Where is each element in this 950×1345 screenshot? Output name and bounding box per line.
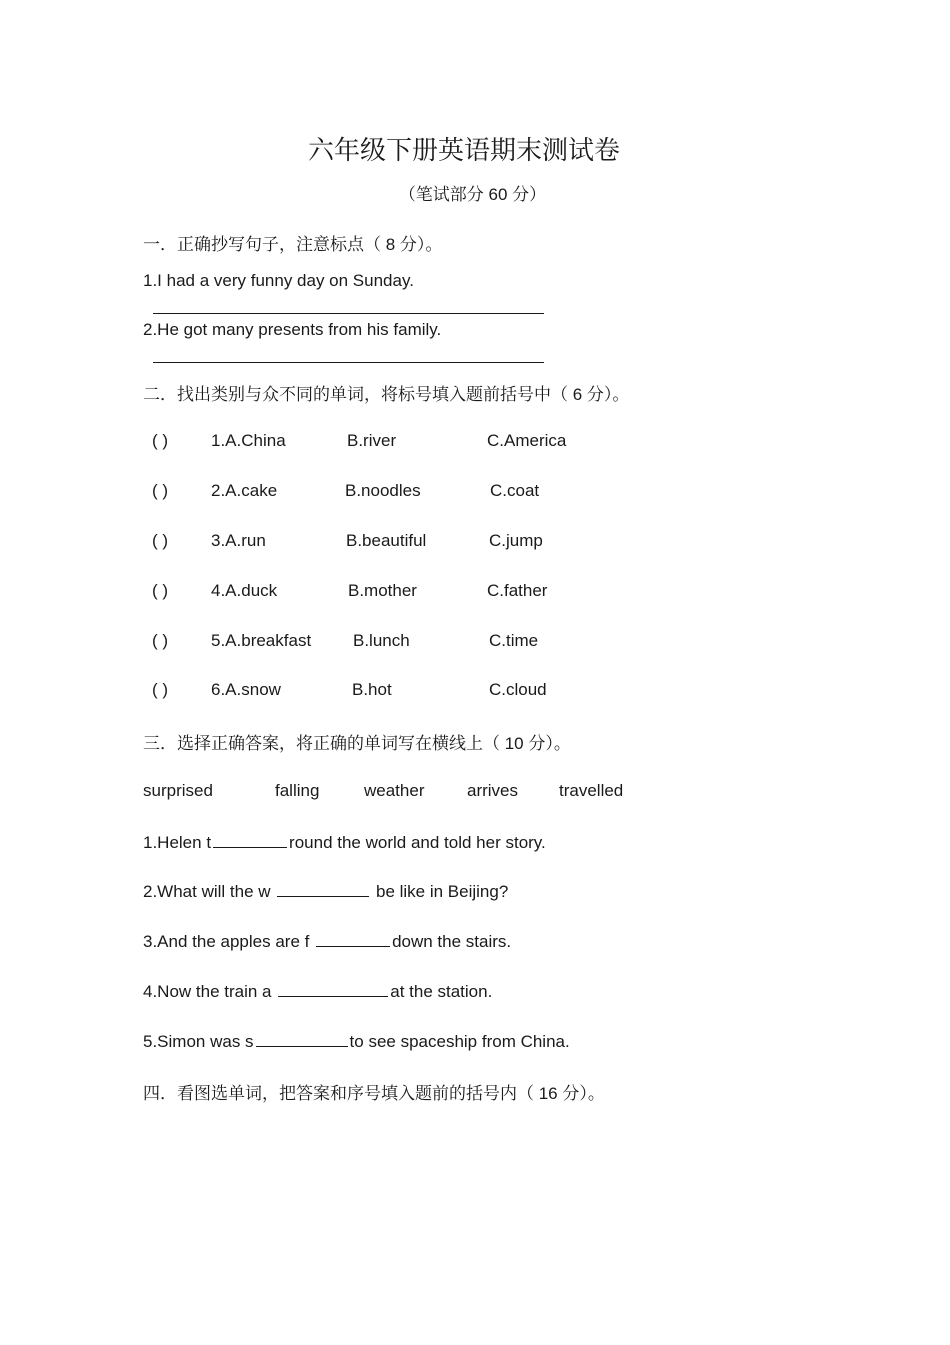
word-bank-item: falling <box>275 781 320 800</box>
page-title: 六年级下册英语期末测试卷 <box>307 136 620 166</box>
answer-line-1[interactable] <box>153 313 544 314</box>
option-b: B.beautiful <box>346 531 427 550</box>
answer-bracket[interactable]: ( ) <box>152 680 169 699</box>
option-a: 5.A.breakfast <box>211 631 312 650</box>
page-subtitle: （笔试部分 60 分） <box>398 185 547 204</box>
fill-in-blank[interactable] <box>277 880 369 897</box>
section-4-heading: 四．看图选单词，把答案和序号填入题前的括号内（ 16 分）。 <box>143 1084 605 1103</box>
fill-in-question <box>143 831 546 853</box>
fill-in-blank[interactable] <box>213 831 287 848</box>
option-c: C.jump <box>489 531 543 550</box>
question-text-end: down the stairs. <box>392 932 512 951</box>
option-b: B.lunch <box>353 631 410 650</box>
option-a: 1.A.China <box>211 431 286 450</box>
fill-in-blank[interactable] <box>316 930 390 947</box>
option-a: 4.A.duck <box>211 581 278 600</box>
question-text-start: 5.Simon was s <box>143 1032 254 1051</box>
option-b: B.mother <box>348 581 417 600</box>
question-text-start: 2.What will the w <box>143 882 276 901</box>
fill-in-question <box>143 880 508 902</box>
fill-in-question <box>143 1030 570 1052</box>
answer-bracket[interactable]: ( ) <box>152 481 169 500</box>
copy-sentence-2: 2.He got many presents from his family. <box>143 320 442 339</box>
question-text-start: 4.Now the train a <box>143 982 277 1001</box>
fill-in-blank[interactable] <box>256 1030 348 1047</box>
answer-bracket[interactable]: ( ) <box>152 531 169 550</box>
option-c: C.coat <box>490 481 540 500</box>
answer-line-2[interactable] <box>153 362 544 363</box>
option-c: C.cloud <box>489 680 547 699</box>
option-b: B.noodles <box>345 481 421 500</box>
question-text-end: round the world and told her story. <box>289 833 546 852</box>
section-3-heading: 三．选择正确答案，将正确的单词写在横线上（ 10 分）。 <box>143 734 571 753</box>
fill-in-blank[interactable] <box>278 980 388 997</box>
option-b: B.hot <box>352 680 392 699</box>
copy-sentence-1: 1.I had a very funny day on Sunday. <box>143 271 414 290</box>
option-b: B.river <box>347 431 397 450</box>
option-c: C.time <box>489 631 539 650</box>
fill-in-question <box>143 930 511 952</box>
option-a: 6.A.snow <box>211 680 281 699</box>
option-c: C.father <box>487 581 548 600</box>
question-text-end: at the station. <box>390 982 493 1001</box>
option-a: 2.A.cake <box>211 481 278 500</box>
question-text-start: 3.And the apples are f <box>143 932 315 951</box>
question-text-start: 1.Helen t <box>143 833 212 852</box>
answer-bracket[interactable]: ( ) <box>152 581 169 600</box>
word-bank-item: surprised <box>143 781 213 800</box>
question-text-end: to see spaceship from China. <box>349 1032 570 1051</box>
section-2-heading: 二．找出类别与众不同的单词，将标号填入题前括号中（ 6 分）。 <box>143 385 630 404</box>
option-a: 3.A.run <box>211 531 266 550</box>
word-bank-item: arrives <box>467 781 519 800</box>
question-text-end: be like in Beijing? <box>371 882 509 901</box>
fill-in-question <box>143 980 492 1002</box>
section-1-heading: 一．正确抄写句子，注意标点（ 8 分）。 <box>143 235 443 254</box>
word-bank-item: weather <box>364 781 425 800</box>
word-bank-item: travelled <box>559 781 624 800</box>
answer-bracket[interactable]: ( ) <box>152 431 169 450</box>
option-c: C.America <box>487 431 567 450</box>
answer-bracket[interactable]: ( ) <box>152 631 169 650</box>
